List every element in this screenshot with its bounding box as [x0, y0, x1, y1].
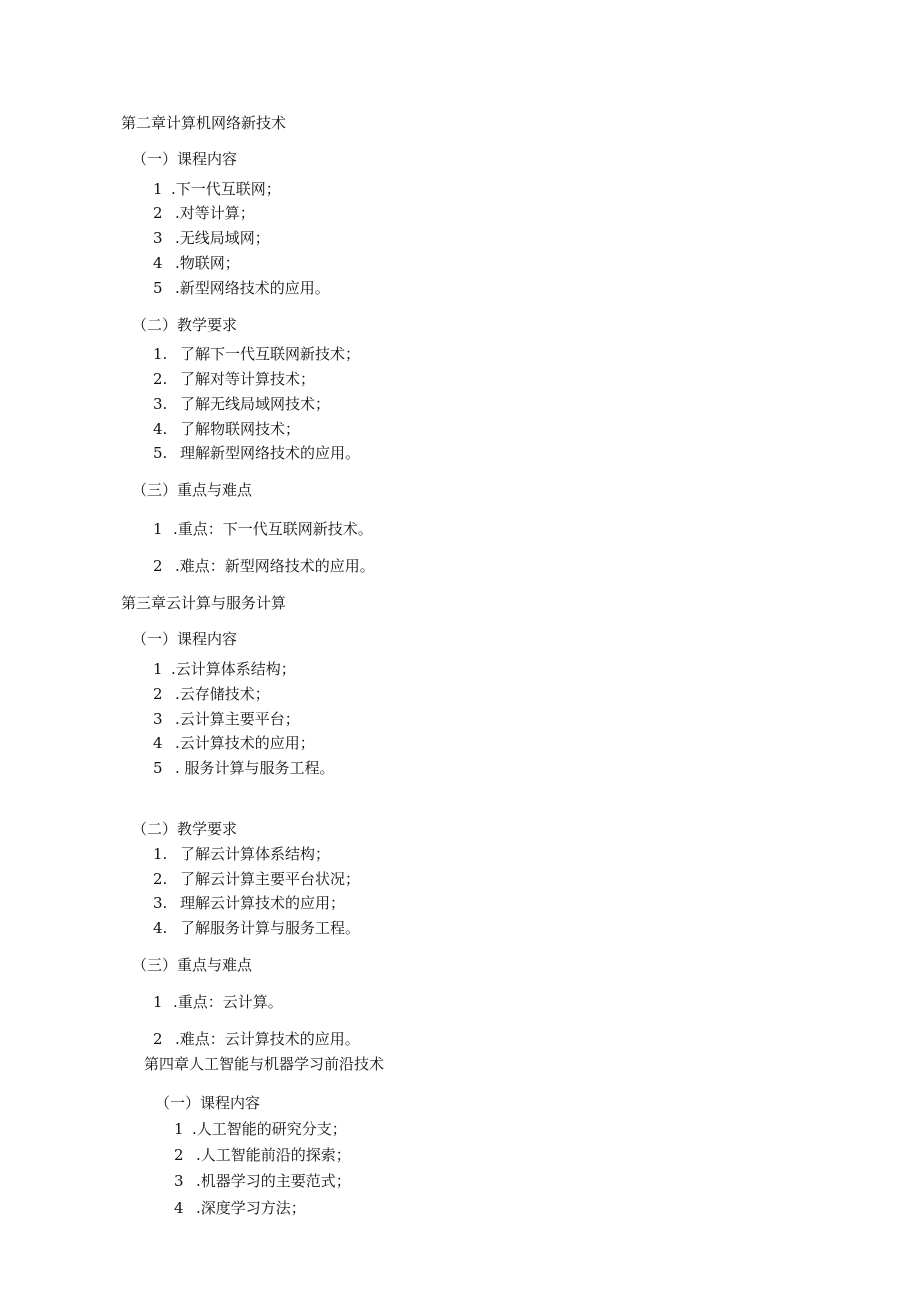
- list-item: 2 .对等计算；: [153, 204, 255, 222]
- chapter-2-requirements-heading: （二）教学要求: [132, 316, 238, 334]
- chapter-2-course-content-heading: （一）课程内容: [132, 150, 238, 168]
- list-item: 2 .难点：新型网络技术的应用。: [153, 557, 375, 575]
- chapter-3-course-content-heading: （一）课程内容: [132, 630, 238, 648]
- list-item: 3 .机器学习的主要范式；: [174, 1172, 351, 1190]
- list-item: 1 .云计算体系结构；: [153, 660, 296, 678]
- list-item: 4 .物联网；: [153, 254, 240, 272]
- chapter-2-key-points-heading: （三）重点与难点: [132, 481, 253, 499]
- chapter-3-requirements-heading: （二）教学要求: [132, 820, 238, 838]
- list-item: 2. 了解云计算主要平台状况；: [153, 870, 361, 888]
- list-item: 1 .下一代互联网；: [153, 180, 281, 198]
- list-item: 4. 了解服务计算与服务工程。: [153, 919, 361, 937]
- list-item: 2 .云存储技术；: [153, 685, 270, 703]
- chapter-4-course-content-heading: （一）课程内容: [155, 1094, 261, 1112]
- list-item: 5. 理解新型网络技术的应用。: [153, 444, 361, 462]
- list-item: 1 .人工智能的研究分支；: [174, 1120, 347, 1138]
- list-item: 3 .无线局域网；: [153, 229, 270, 247]
- list-item: 4 .云计算技术的应用；: [153, 734, 315, 752]
- chapter-4-title: 第四章人工智能与机器学习前沿技术: [144, 1055, 385, 1073]
- list-item: 1 .重点：云计算。: [153, 993, 283, 1011]
- list-item: 1. 了解下一代互联网新技术；: [153, 345, 361, 363]
- chapter-3-key-points-heading: （三）重点与难点: [132, 956, 253, 974]
- list-item: 2. 了解对等计算技术；: [153, 370, 316, 388]
- list-item: 3. 理解云计算技术的应用；: [153, 894, 346, 912]
- list-item: 5 .新型网络技术的应用。: [153, 279, 330, 297]
- list-item: 4. 了解物联网技术；: [153, 420, 301, 438]
- list-item: 1. 了解云计算体系结构；: [153, 845, 331, 863]
- list-item: 2 .难点：云计算技术的应用。: [153, 1030, 360, 1048]
- list-item: 2 .人工智能前沿的探索；: [174, 1146, 351, 1164]
- chapter-3-title: 第三章云计算与服务计算: [121, 594, 287, 612]
- list-item: 5 . 服务计算与服务工程。: [153, 759, 335, 777]
- list-item: 1 .重点：下一代互联网新技术。: [153, 520, 373, 538]
- list-item: 3 .云计算主要平台；: [153, 710, 300, 728]
- list-item: 4 .深度学习方法；: [174, 1199, 306, 1217]
- list-item: 3. 了解无线局域网技术；: [153, 395, 331, 413]
- chapter-2-title: 第二章计算机网络新技术: [121, 114, 287, 132]
